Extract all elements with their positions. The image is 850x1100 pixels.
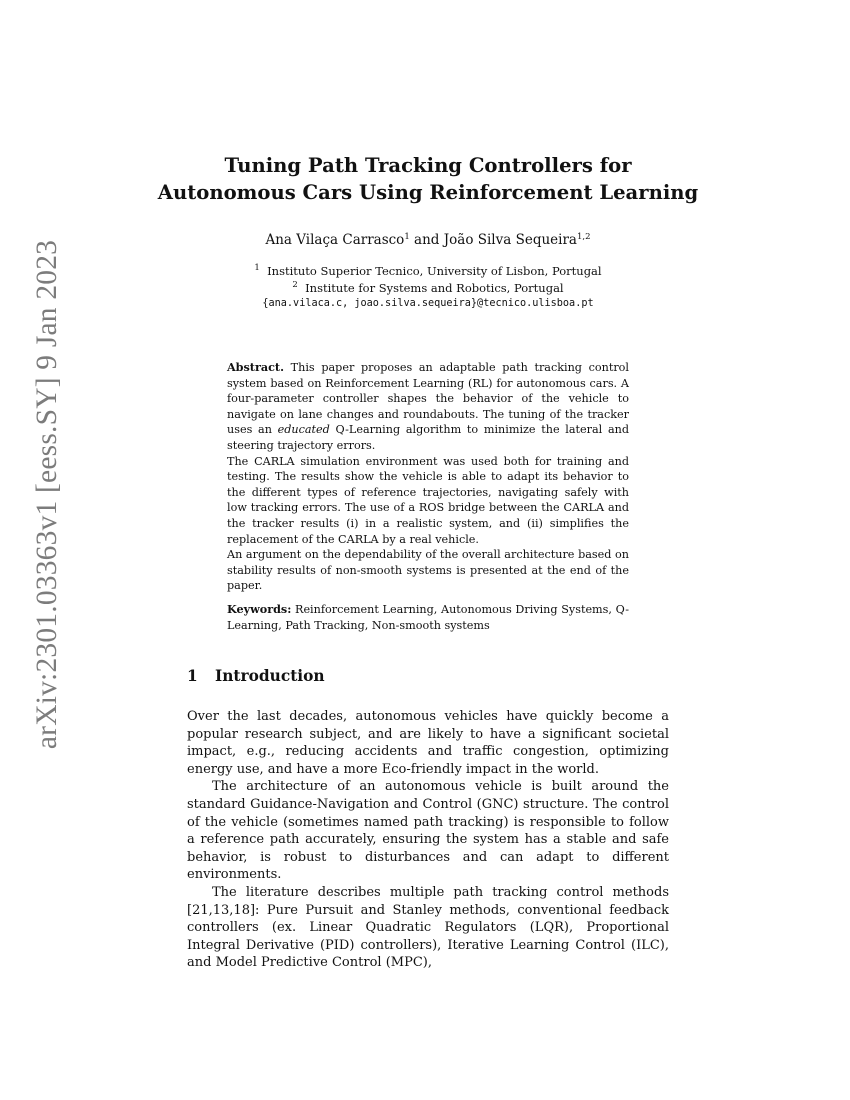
paper-title-line-1: Tuning Path Tracking Controllers for — [224, 154, 632, 177]
affiliation-1-text: Instituto Superior Tecnico, University of Lisbon, Portugal — [267, 264, 602, 278]
abstract-paragraph-1 — [227, 360, 629, 454]
intro-paragraph-2: The architecture of an autonomous vehicle is built around the standard Guidance-Navigation and Control (GNC) structure. The control of the vehicle (sometimes named path tracking) is responsible to follow a reference path accurately, ensuring the system has a stable and safe behavior, is robust to disturbances and can adapt to different environments. — [187, 779, 669, 883]
author-1-name: Ana Vilaça Carrasco — [265, 232, 405, 248]
author-1-affiliation-mark: 1 — [404, 232, 410, 242]
intro-paragraph-1: Over the last decades, autonomous vehicles have quickly become a popular research subject, and are likely to have a significant societal impact, e.g., reducing accidents and traffic congestion, optimizing energy use, and have a more Eco-friendly impact in the world. — [187, 709, 669, 777]
keywords-label: Keywords: — [227, 602, 292, 616]
affiliation-1 — [150, 263, 706, 280]
keywords-text: Reinforcement Learning, Autonomous Driving Systems, Q-Learning, Path Tracking, Non-smooth systems — [227, 603, 629, 632]
intro-paragraph-3: The literature describes multiple path tracking control methods [21,13,18]: Pure Pursuit and Stanley methods, conventional feedback controllers (ex. Linear Quadratic Regulators (LQR), Proportional Integral Derivative (PID) controllers), Iterative Learning Control (ILC), and Model Predictive Control (MPC), — [187, 884, 669, 971]
abstract-paragraph-3: An argument on the dependability of the overall architecture based on stability results of non-smooth systems is presented at the end of the paper. — [227, 548, 629, 593]
section-heading-introduction — [187, 667, 325, 685]
affiliation-2-mark: 2 — [292, 279, 298, 290]
author-2-name: João Silva Sequeira — [443, 232, 577, 248]
abstract-p1-italic: educated — [277, 423, 330, 437]
abstract-p1-after: Q-Learning algorithm to minimize the lateral and steering trajectory errors. — [227, 423, 629, 452]
arxiv-identifier-stamp — [28, 239, 68, 749]
abstract-p1-before: This paper proposes an adaptable path tracking control system based on Reinforcement Learning (RL) for autonomous cars. A four-parameter controller shapes the behavior of the vehicle to navigate on lane changes and roundabouts. The tuning of the tracker uses an — [227, 361, 629, 437]
abstract — [227, 360, 629, 594]
affiliation-2-text: Institute for Systems and Robotics, Portugal — [305, 280, 564, 295]
abstract-paragraph-2: The CARLA simulation environment was used both for training and testing. The results show the vehicle is able to adapt its behavior to the different types of reference trajectories, navigating safely with low tracking errors. The use of a ROS bridge between the CARLA and the tracker results (i) in a realistic system, and (ii) simplifies the replacement of the CARLA by a real vehicle. — [227, 454, 629, 546]
author-email: {ana.vilaca.c, joao.silva.sequeira}@tecnico.ulisboa.pt — [262, 298, 594, 309]
affiliation-1-mark: 1 — [254, 263, 260, 273]
paper-title — [150, 152, 706, 206]
keywords — [227, 602, 629, 633]
introduction-body — [187, 708, 669, 972]
section-title: Introduction — [215, 667, 325, 685]
arxiv-identifier-text: arXiv:2301.03363v1 [eess.SY] 9 Jan 2023 — [31, 239, 64, 749]
affiliation-2 — [150, 280, 706, 297]
paper-title-line-2: Autonomous Cars Using Reinforcement Learning — [157, 181, 699, 204]
author-list — [150, 232, 706, 248]
author-conjunction: and — [414, 232, 440, 248]
section-number: 1 — [187, 667, 198, 685]
author-2-affiliation-mark: 1,2 — [576, 232, 591, 242]
affiliation-block — [150, 263, 706, 313]
abstract-label: Abstract. — [227, 360, 284, 374]
